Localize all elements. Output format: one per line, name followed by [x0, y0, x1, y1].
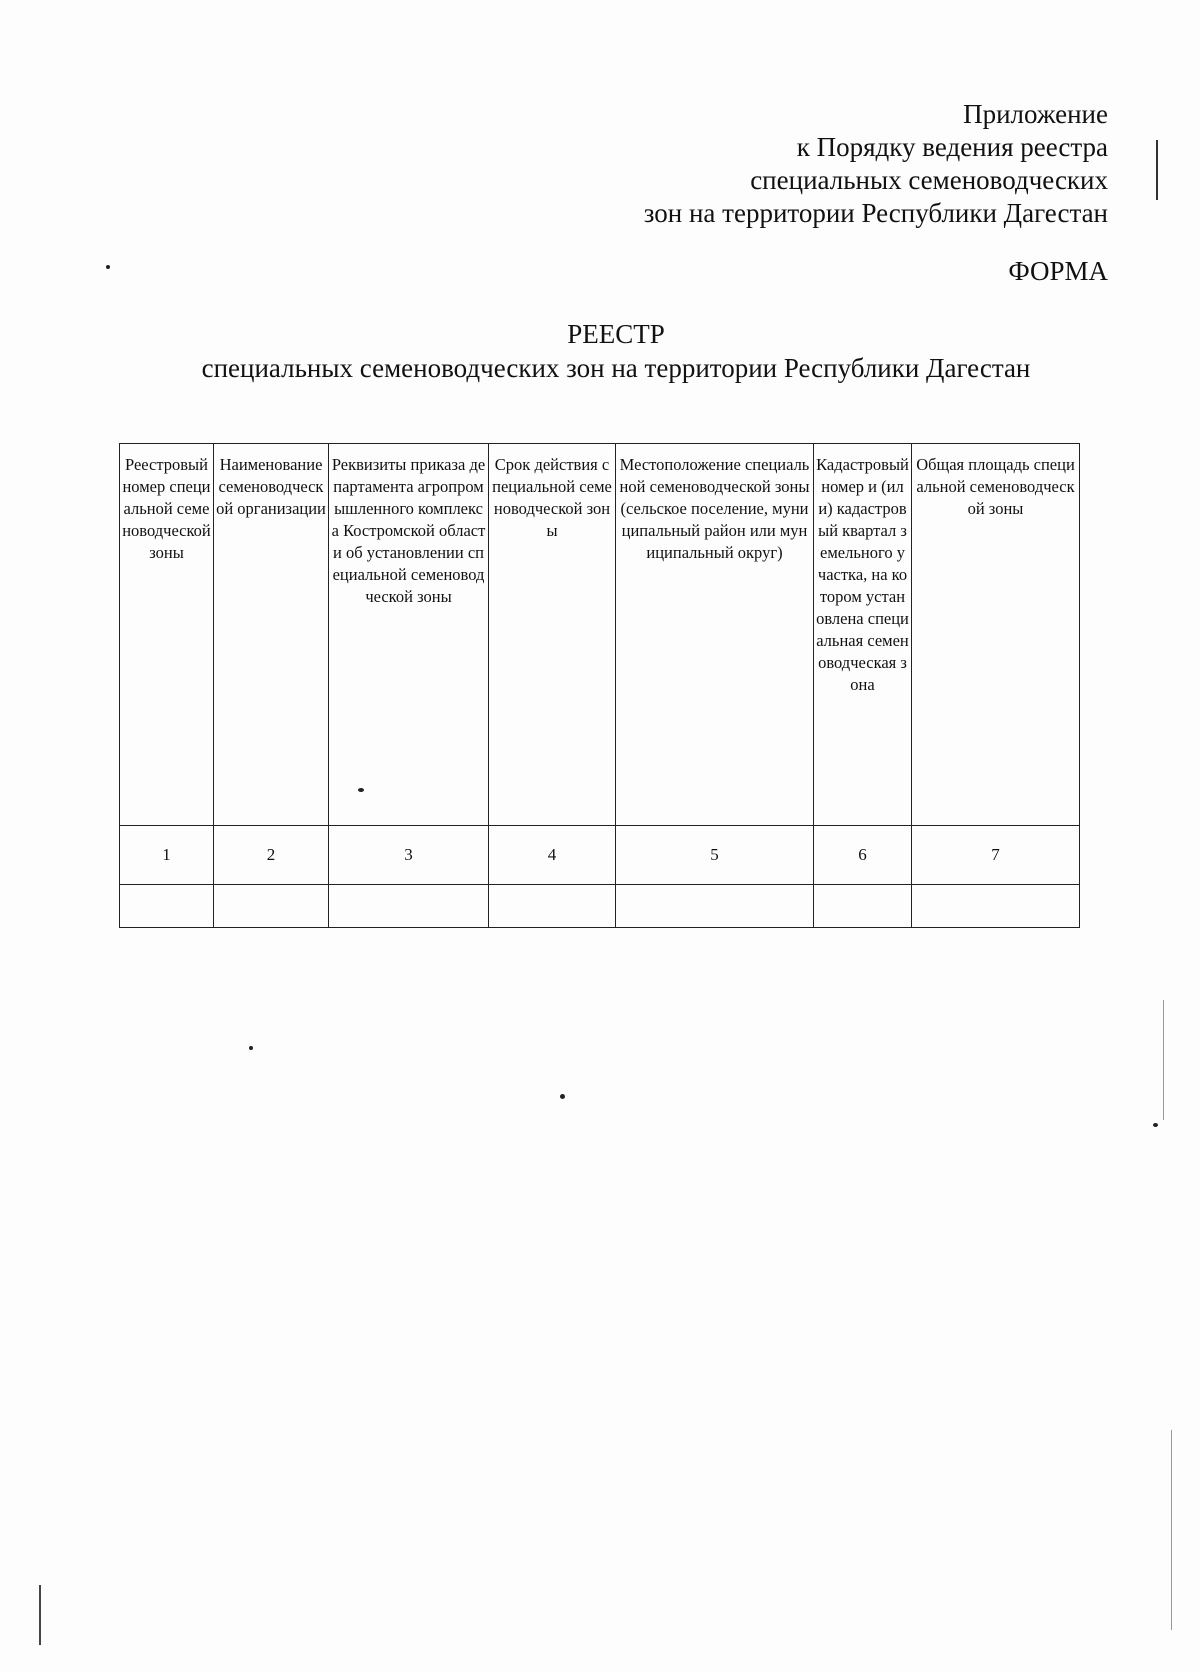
document-title: РЕЕСТР	[567, 319, 665, 349]
scan-speck	[1153, 1123, 1158, 1127]
column-number-cell: 1	[120, 826, 214, 885]
table-cell	[616, 885, 814, 928]
table-cell	[329, 885, 489, 928]
table-header-row	[120, 444, 1080, 826]
header-cell-order-details: Реквизиты приказа департамента агропромышленного комплекса Костромской области об установлении специальной семеноводческой зоны	[329, 444, 489, 826]
scan-speck	[106, 265, 110, 269]
column-number-row	[120, 826, 1080, 885]
table-cell	[214, 885, 329, 928]
registry-table	[119, 443, 1080, 928]
appendix-line: зон на территории Республики Дагестан	[643, 198, 1108, 228]
header-cell-registry-number: Реестровый номер специальной семеноводческой зоны	[120, 444, 214, 826]
appendix-line: Приложение	[963, 99, 1108, 129]
scan-edge-line	[39, 1585, 41, 1645]
column-number-cell: 6	[814, 826, 912, 885]
table-cell	[120, 885, 214, 928]
scan-edge-line	[1163, 1000, 1164, 1120]
table-cell	[814, 885, 912, 928]
table-cell	[489, 885, 616, 928]
appendix-line: к Порядку ведения реестра	[796, 132, 1108, 162]
column-number-cell: 7	[912, 826, 1080, 885]
header-cell-total-area: Общая площадь специальной семеноводческой зоны	[912, 444, 1080, 826]
appendix-line: специальных семеноводческих	[750, 165, 1108, 195]
header-cell-cadastral-number: Кадастровый номер и (или) кадастровый квартал земельного участка, на котором установлена специальная семеноводческая зона	[814, 444, 912, 826]
column-number-cell: 3	[329, 826, 489, 885]
column-number-cell: 2	[214, 826, 329, 885]
header-cell-validity-period: Срок действия специальной семеноводческой зоны	[489, 444, 616, 826]
header-cell-organization-name: Наименование семеноводческой организации	[214, 444, 329, 826]
scan-speck	[560, 1094, 565, 1099]
document-subtitle: специальных семеноводческих зон на территории Республики Дагестан	[201, 353, 1031, 383]
appendix-block	[644, 98, 1108, 230]
column-number-cell: 5	[616, 826, 814, 885]
column-number-cell: 4	[489, 826, 616, 885]
table-row	[120, 885, 1080, 928]
scan-edge-line	[1156, 140, 1158, 200]
scan-edge-line	[1171, 1430, 1172, 1630]
form-label: ФОРМА	[1008, 256, 1108, 286]
scan-speck	[249, 1046, 253, 1050]
header-cell-location: Местоположение специальной семеноводческой зоны (сельское поселение, муниципальный район или муниципальный округ)	[616, 444, 814, 826]
table-cell	[912, 885, 1080, 928]
